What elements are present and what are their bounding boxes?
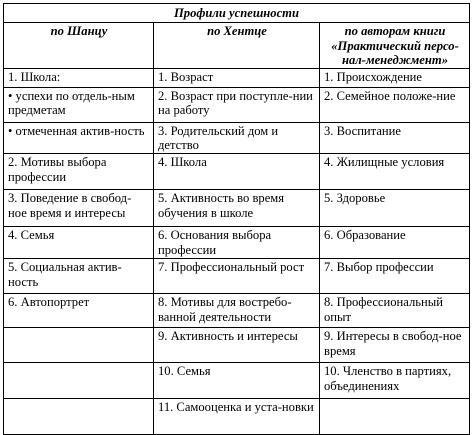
table-cell — [4, 258, 154, 293]
cell-text: 8. Мотивы для востребо-ванной деятельности — [158, 294, 292, 324]
table-cell — [154, 362, 320, 398]
table-cell — [154, 398, 320, 434]
table-cell — [154, 258, 320, 293]
table-cell — [320, 226, 470, 258]
table-cell — [320, 362, 470, 398]
table-cell — [4, 226, 154, 258]
header-line: нал-менеджмент» — [342, 53, 448, 68]
header-line: по Шанцу — [50, 24, 108, 38]
table-row — [4, 398, 470, 434]
table-title: Профили успешности — [4, 4, 470, 23]
table-cell — [320, 189, 470, 226]
table-cell — [320, 122, 470, 153]
table-cell — [320, 153, 470, 189]
table-header-row — [4, 23, 470, 69]
cell-text: 7. Профессиональный рост — [158, 259, 305, 274]
cell-text: 8. Профессиональный опыт — [324, 294, 443, 324]
cell-text: 1. Возраст — [158, 69, 214, 84]
cell-text: • успехи по отдель-ным предметам — [8, 88, 135, 118]
cell-text: 2. Семейное положе-ние — [324, 88, 456, 103]
cell-text: 9. Активность и интересы — [158, 328, 298, 343]
column-header-hentze — [154, 23, 320, 69]
table-cell — [4, 87, 154, 122]
table-cell — [320, 258, 470, 293]
cell-text: 4. Жилищные условия — [324, 154, 445, 169]
cell-text: 6. Образование — [324, 227, 406, 242]
table-cell — [4, 327, 154, 362]
table-row — [4, 153, 470, 189]
table-cell — [154, 122, 320, 153]
column-header-book-authors — [320, 23, 470, 69]
cell-text: 5. Активность во время обучения в школе — [158, 190, 285, 220]
cell-text: 3. Поведение в свобод-ное время и интересы — [8, 190, 132, 220]
table-cell — [4, 362, 154, 398]
success-profiles-table — [3, 3, 470, 435]
table-row — [4, 293, 470, 327]
table-cell — [4, 122, 154, 153]
table-cell — [154, 293, 320, 327]
cell-text: 9. Интересы в свобод-ное время — [324, 328, 462, 358]
table-cell — [154, 327, 320, 362]
table-cell — [154, 153, 320, 189]
cell-text: 11. Самооценка и уста-новки — [158, 399, 314, 414]
table-cell — [154, 87, 320, 122]
column-header-shantz — [4, 23, 154, 69]
cell-text: 5. Здоровье — [324, 190, 386, 205]
table-cell — [154, 226, 320, 258]
cell-text: 10. Семья — [158, 363, 211, 378]
table-cell — [4, 189, 154, 226]
cell-text: 2. Возраст при поступле-нии на работу — [158, 88, 313, 118]
cell-text: 6. Основания выбора профессии — [158, 227, 272, 257]
table-cell — [320, 293, 470, 327]
table-row — [4, 327, 470, 362]
table-row — [4, 226, 470, 258]
table-cell — [4, 68, 154, 87]
cell-text: 1. Происхождение — [324, 69, 423, 84]
cell-text: • отмеченная актив-ность — [8, 123, 145, 138]
cell-text: 7. Выбор профессии — [324, 259, 434, 274]
table-row — [4, 258, 470, 293]
table-cell — [4, 153, 154, 189]
header-line: по Хентце — [207, 24, 267, 38]
table-cell — [320, 68, 470, 87]
cell-text: 6. Автопортрет — [8, 294, 90, 309]
table-row — [4, 189, 470, 226]
table-row — [4, 362, 470, 398]
table-cell — [320, 398, 470, 434]
cell-text: 3. Воспитание — [324, 123, 401, 138]
table-cell — [154, 68, 320, 87]
table-row — [4, 68, 470, 87]
cell-text: 1. Школа: — [8, 69, 61, 84]
table-row — [4, 122, 470, 153]
table-row — [4, 87, 470, 122]
cell-text: 10. Членство в партиях, объединениях — [324, 363, 452, 393]
header-line: «Практический персо- — [331, 38, 459, 53]
table-cell — [320, 87, 470, 122]
cell-text: 3. Родительский дом и детство — [158, 123, 279, 153]
table-cell — [4, 398, 154, 434]
table-cell — [154, 189, 320, 226]
cell-text: 4. Школа — [158, 154, 207, 169]
table-cell — [4, 293, 154, 327]
table-cell — [320, 327, 470, 362]
header-line: по авторам книги — [344, 24, 446, 38]
table-title-row — [4, 4, 470, 23]
cell-text: 2. Мотивы выбора профессии — [8, 154, 107, 184]
cell-text: 4. Семья — [8, 227, 55, 242]
cell-text: 5. Социальная актив-ность — [8, 259, 122, 289]
